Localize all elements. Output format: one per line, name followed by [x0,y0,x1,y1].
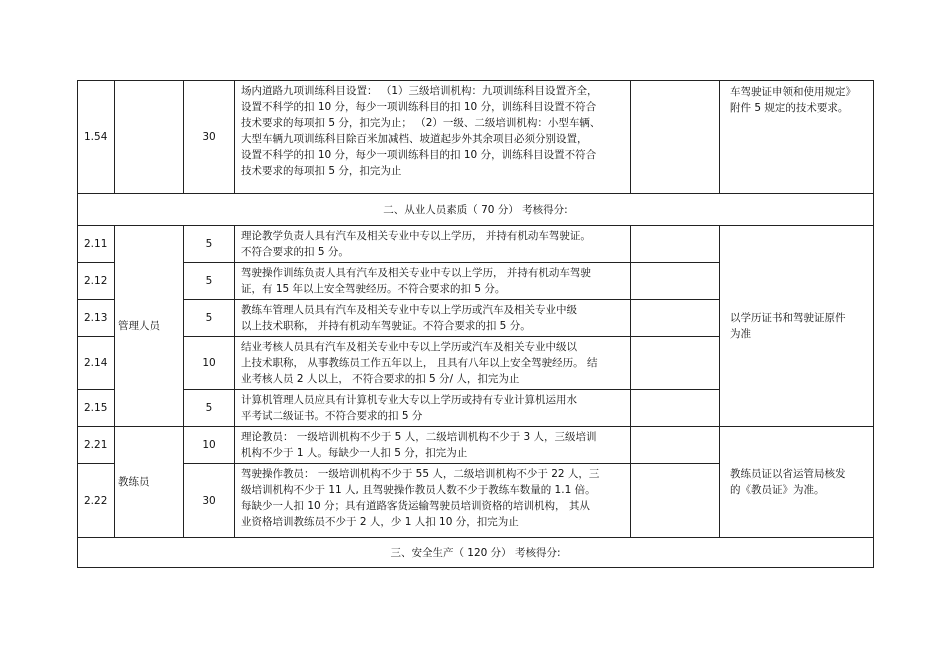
category-cell [115,81,184,194]
note-cell: 教练员证以省运管局核发 的《教员证》为准。 [720,427,874,538]
points-cell: 5 [184,263,235,300]
score-cell [631,263,720,300]
assessment-table [77,80,874,568]
table-row [78,226,874,263]
note-cell: 以学历证书和驾驶证原件 为准 [720,226,874,427]
criteria-text: 驾驶操作教员： 一级培训机构不少于 55 人，二级培训机构不少于 22 人，三 级培训机构不少于 11 人, 且驾驶操作教员人数不少于教练车数量的 1.1 倍。 每缺少一人扣 10 分；具有道路客货运输驾驶员培训资格的培训机构， 其从 业资格培训教练员不少于 2 人，少 1 人扣 10 分，扣完为止 [235,464,631,538]
section-row [78,538,874,568]
score-cell [631,300,720,337]
criteria-text: 计算机管理人员应具有计算机专业大专以上学历或持有专业计算机运用水 平考试二级证书。不符合要求的扣 5 分 [235,390,631,427]
criteria-text: 理论教学负责人具有汽车及相关专业中专以上学历， 并持有机动车驾驶证。 不符合要求的扣 5 分。 [235,226,631,263]
points-cell: 30 [184,81,235,194]
item-number: 2.15 [78,390,115,427]
item-number: 2.22 [78,464,115,538]
note-cell: 车驾驶证申领和使用规定》 附件 5 规定的技术要求。 [720,81,874,194]
section-heading: 二、从业人员素质（ 70 分） 考核得分: [78,194,874,226]
score-cell [631,337,720,390]
criteria-text: 教练车管理人员具有汽车及相关专业中专以上学历或汽车及相关专业中级 以上技术职称， 并持有机动车驾驶证。不符合要求的扣 5 分。 [235,300,631,337]
criteria-text: 理论教员： 一级培训机构不少于 5 人，二级培训机构不少于 3 人，三级培训 机构不少于 1 人。每缺少一人扣 5 分，扣完为止 [235,427,631,464]
points-cell: 5 [184,300,235,337]
score-cell [631,464,720,538]
score-cell [631,81,720,194]
score-cell [631,390,720,427]
points-cell: 10 [184,337,235,390]
table-row [78,427,874,464]
table-row [78,81,874,194]
points-cell: 5 [184,226,235,263]
item-number: 2.21 [78,427,115,464]
score-cell [631,427,720,464]
section-heading: 三、安全生产（ 120 分） 考核得分: [78,538,874,568]
category-cell: 管理人员 [115,226,184,427]
points-cell: 5 [184,390,235,427]
item-number: 2.11 [78,226,115,263]
category-cell: 教练员 [115,427,184,538]
score-cell [631,226,720,263]
item-number: 2.12 [78,263,115,300]
item-number: 2.13 [78,300,115,337]
points-cell: 10 [184,427,235,464]
criteria-text: 结业考核人员具有汽车及相关专业中专以上学历或汽车及相关专业中级以 上技术职称， 从事教练员工作五年以上， 且具有八年以上安全驾驶经历。 结 业考核人员 2 人以上， 不符合要求的扣 5 分/ 人，扣完为止 [235,337,631,390]
item-number: 1.54 [78,81,115,194]
criteria-text: 驾驶操作训练负责人具有汽车及相关专业中专以上学历， 并持有机动车驾驶 证，有 15 年以上安全驾驶经历。不符合要求的扣 5 分。 [235,263,631,300]
points-cell: 30 [184,464,235,538]
item-number: 2.14 [78,337,115,390]
criteria-text: 场内道路九项训练科目设置： （1）三级培训机构：九项训练科目设置齐全， 设置不科学的扣 10 分，每少一项训练科目的扣 10 分，训练科目设置不符合 技术要求的每项扣 5 分，扣完为止； （2）一级、二级培训机构：小型车辆、 大型车辆九项训练科目除百米加减档、坡道起步外其余项目必须分别设置， 设置不科学的扣 10 分，每少一项训练科目的扣 10 分，训练科目设置不符合 技术要求的每项扣 5 分，扣完为止 [235,81,631,194]
section-row [78,194,874,226]
